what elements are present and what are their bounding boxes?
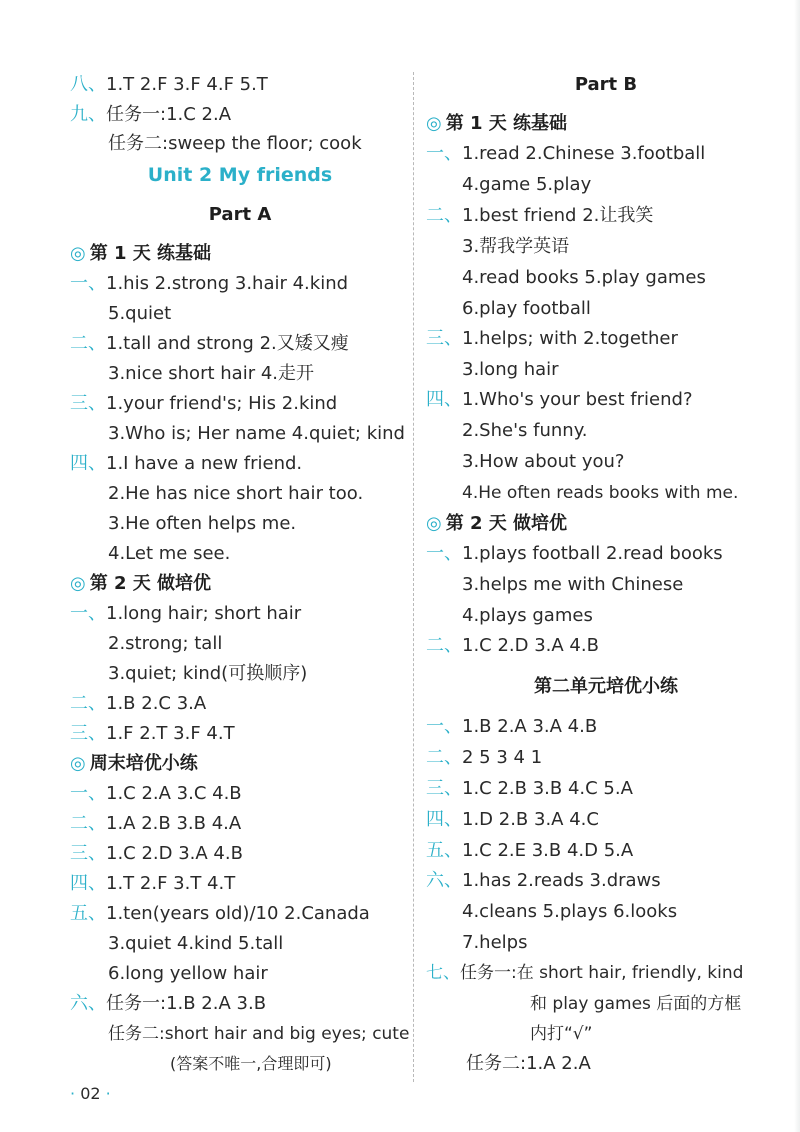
answer-line: 四、1.T 2.F 3.T 4.T: [70, 873, 236, 894]
section-heading: ◎ 第 1 天 练基础: [70, 243, 212, 264]
answer-line: 任务二:1.A 2.A: [466, 1053, 591, 1074]
answer-line: 4.read books 5.play games: [462, 267, 706, 288]
answer-line: 三、1.F 2.T 3.F 4.T: [70, 723, 235, 744]
answer-line: 7.helps: [462, 932, 528, 953]
answer-line: 3.helps me with Chinese: [462, 574, 684, 595]
answer-line: 一、1.his 2.strong 3.hair 4.kind: [70, 273, 349, 294]
part-a-heading: Part A: [208, 204, 272, 225]
answer-line: 4.plays games: [462, 605, 593, 626]
answer-line: 内打“√”: [530, 1024, 593, 1044]
answer-line: 3.帮我学英语: [462, 236, 570, 257]
answer-line: 一、1.read 2.Chinese 3.football: [426, 143, 706, 164]
column-divider: [413, 72, 414, 1082]
answer-line: 2.He has nice short hair too.: [108, 483, 364, 504]
answer-line: 3.He often helps me.: [108, 513, 297, 534]
answer-line: 六、1.has 2.reads 3.draws: [426, 870, 661, 891]
answer-line: 一、1.long hair; short hair: [70, 603, 302, 624]
answer-line: 九、任务一:1.C 2.A: [70, 104, 232, 125]
answer-note: (答案不唯一,合理即可): [170, 1054, 332, 1073]
answer-line: 四、1.D 2.B 3.A 4.C: [426, 809, 599, 830]
section-heading: ◎ 第 1 天 练基础: [426, 113, 568, 134]
circle-bullet-icon: ◎: [426, 113, 442, 134]
answer-line: 七、任务一:在 short hair, friendly, kind: [426, 963, 744, 983]
answer-line: 3.quiet; kind(可换顺序): [108, 663, 308, 684]
unit-practice-heading: 第二单元培优小练: [534, 676, 678, 697]
answer-line: 3.quiet 4.kind 5.tall: [108, 933, 284, 954]
answer-line: 一、1.C 2.A 3.C 4.B: [70, 783, 242, 804]
answer-line: 任务二:short hair and big eyes; cute: [108, 1024, 410, 1044]
answer-line: 4.Let me see.: [108, 543, 231, 564]
answer-line: 6.long yellow hair: [108, 963, 268, 984]
left-column: [70, 70, 410, 1090]
answer-line: 二、1.C 2.D 3.A 4.B: [426, 635, 599, 656]
right-column: [426, 70, 786, 1090]
answer-line: 4.He often reads books with me.: [462, 483, 739, 503]
unit-title: Unit 2 My friends: [147, 164, 333, 186]
answer-line: 任务二:sweep the floor; cook: [108, 133, 362, 154]
answer-line: 四、1.Who's your best friend?: [426, 389, 693, 410]
answer-line: 4.cleans 5.plays 6.looks: [462, 901, 678, 922]
answer-line: 二、2 5 3 4 1: [426, 747, 543, 768]
circle-bullet-icon: ◎: [70, 573, 86, 594]
circle-bullet-icon: ◎: [70, 753, 86, 774]
circle-bullet-icon: ◎: [426, 513, 442, 534]
answer-line: 6.play football: [462, 298, 591, 319]
answer-line: 五、1.C 2.E 3.B 4.D 5.A: [426, 840, 634, 861]
page-number: · 02 ·: [70, 1084, 111, 1103]
answer-line: 5.quiet: [108, 303, 172, 324]
part-b-heading: Part B: [574, 74, 638, 95]
answer-line: 三、1.your friend's; His 2.kind: [70, 393, 338, 414]
answer-line: 2.She's funny.: [462, 420, 588, 441]
answer-line: 二、1.tall and strong 2.又矮又瘦: [70, 333, 349, 354]
answer-line: 六、任务一:1.B 2.A 3.B: [70, 993, 267, 1014]
answer-line: 二、1.best friend 2.让我笑: [426, 205, 654, 226]
answer-line: 三、1.C 2.D 3.A 4.B: [70, 843, 243, 864]
answer-line: 四、1.I have a new friend.: [70, 453, 303, 474]
answer-line: 五、1.ten(years old)/10 2.Canada: [70, 903, 370, 924]
answer-line: 二、1.B 2.C 3.A: [70, 693, 207, 714]
page-edge-shadow: [794, 0, 800, 1132]
section-heading: ◎ 周末培优小练: [70, 753, 198, 774]
answer-line: 和 play games 后面的方框: [530, 994, 742, 1014]
circle-bullet-icon: ◎: [70, 243, 86, 264]
answer-line: 三、1.helps; with 2.together: [426, 328, 678, 349]
answer-line: 3.nice short hair 4.走开: [108, 363, 314, 384]
answer-line: 4.game 5.play: [462, 174, 592, 195]
answer-line: 八、1.T 2.F 3.F 4.F 5.T: [70, 74, 268, 95]
answer-line: 二、1.A 2.B 3.B 4.A: [70, 813, 242, 834]
answer-line: 一、1.plays football 2.read books: [426, 543, 723, 564]
answer-line: 2.strong; tall: [108, 633, 223, 654]
answer-line: 3.long hair: [462, 359, 559, 380]
answer-line: 一、1.B 2.A 3.A 4.B: [426, 716, 598, 737]
section-heading: ◎ 第 2 天 做培优: [70, 573, 212, 594]
section-heading: ◎ 第 2 天 做培优: [426, 513, 568, 534]
answer-line: 3.Who is; Her name 4.quiet; kind: [108, 423, 405, 444]
answer-line: 3.How about you?: [462, 451, 625, 472]
answer-line: 三、1.C 2.B 3.B 4.C 5.A: [426, 778, 633, 799]
